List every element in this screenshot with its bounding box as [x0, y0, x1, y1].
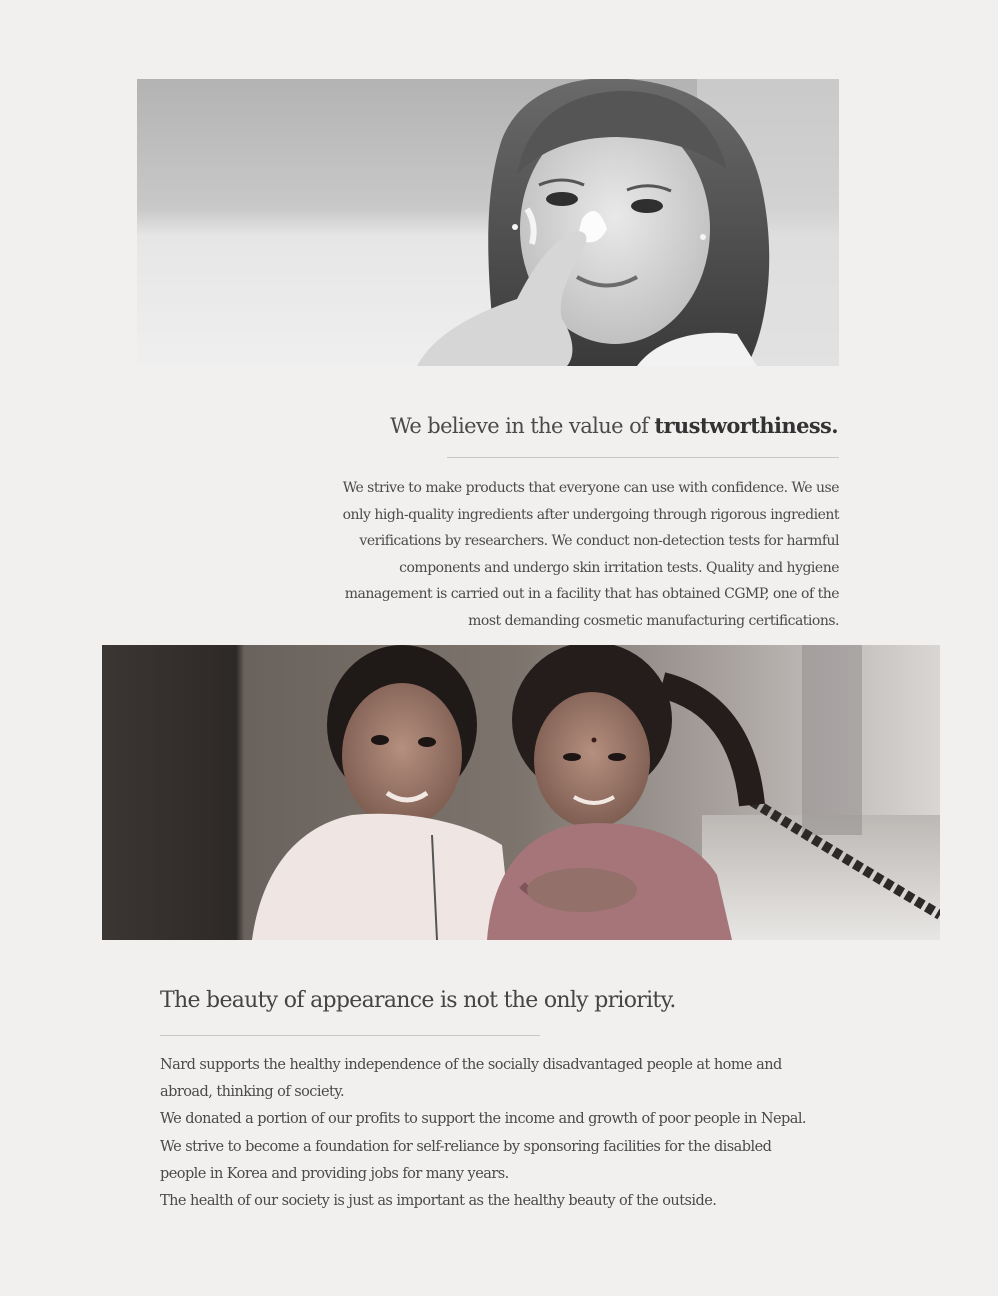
trust-paragraph — [319, 475, 839, 634]
trust-heading-emphasis: trustworthiness. — [654, 413, 838, 438]
society-line: people in Korea and providing jobs for many years. — [160, 1165, 509, 1182]
society-line: abroad, thinking of society. — [160, 1084, 345, 1101]
society-heading: The beauty of appearance is not the only priority. — [160, 988, 676, 1013]
trust-line: components and undergo skin irritation tests. Quality and hygiene — [399, 559, 839, 576]
nepal-children-illustration — [102, 645, 940, 940]
society-line: The health of our society is just as important as the healthy beauty of the outside. — [160, 1193, 717, 1210]
society-paragraph — [160, 1052, 840, 1215]
society-divider — [160, 1035, 540, 1036]
society-line: We donated a portion of our profits to support the income and growth of poor people in Nepal. — [160, 1111, 806, 1128]
trust-heading-prefix: We believe in the value of — [390, 414, 655, 438]
trust-line: verifications by researchers. We conduct non-detection tests for harmful — [359, 533, 839, 549]
trust-heading — [278, 413, 838, 438]
trust-line: most demanding cosmetic manufacturing certifications. — [468, 612, 839, 629]
trust-line: management is carried out in a facility that has obtained CGMP, one of the — [344, 586, 839, 602]
society-line: We strive to become a foundation for self-reliance by sponsoring facilities for the disabled — [160, 1138, 772, 1155]
trust-divider — [447, 457, 839, 458]
trust-line: We strive to make products that everyone can use with confidence. We use — [342, 480, 839, 496]
girl-sunscreen-illustration — [137, 79, 839, 366]
society-line: Nard supports the healthy independence of the socially disadvantaged people at home and — [160, 1057, 782, 1073]
girl-sunscreen-photo — [137, 79, 839, 366]
nepal-children-photo — [102, 645, 940, 940]
trust-line: only high-quality ingredients after undergoing through rigorous ingredient — [342, 506, 839, 523]
